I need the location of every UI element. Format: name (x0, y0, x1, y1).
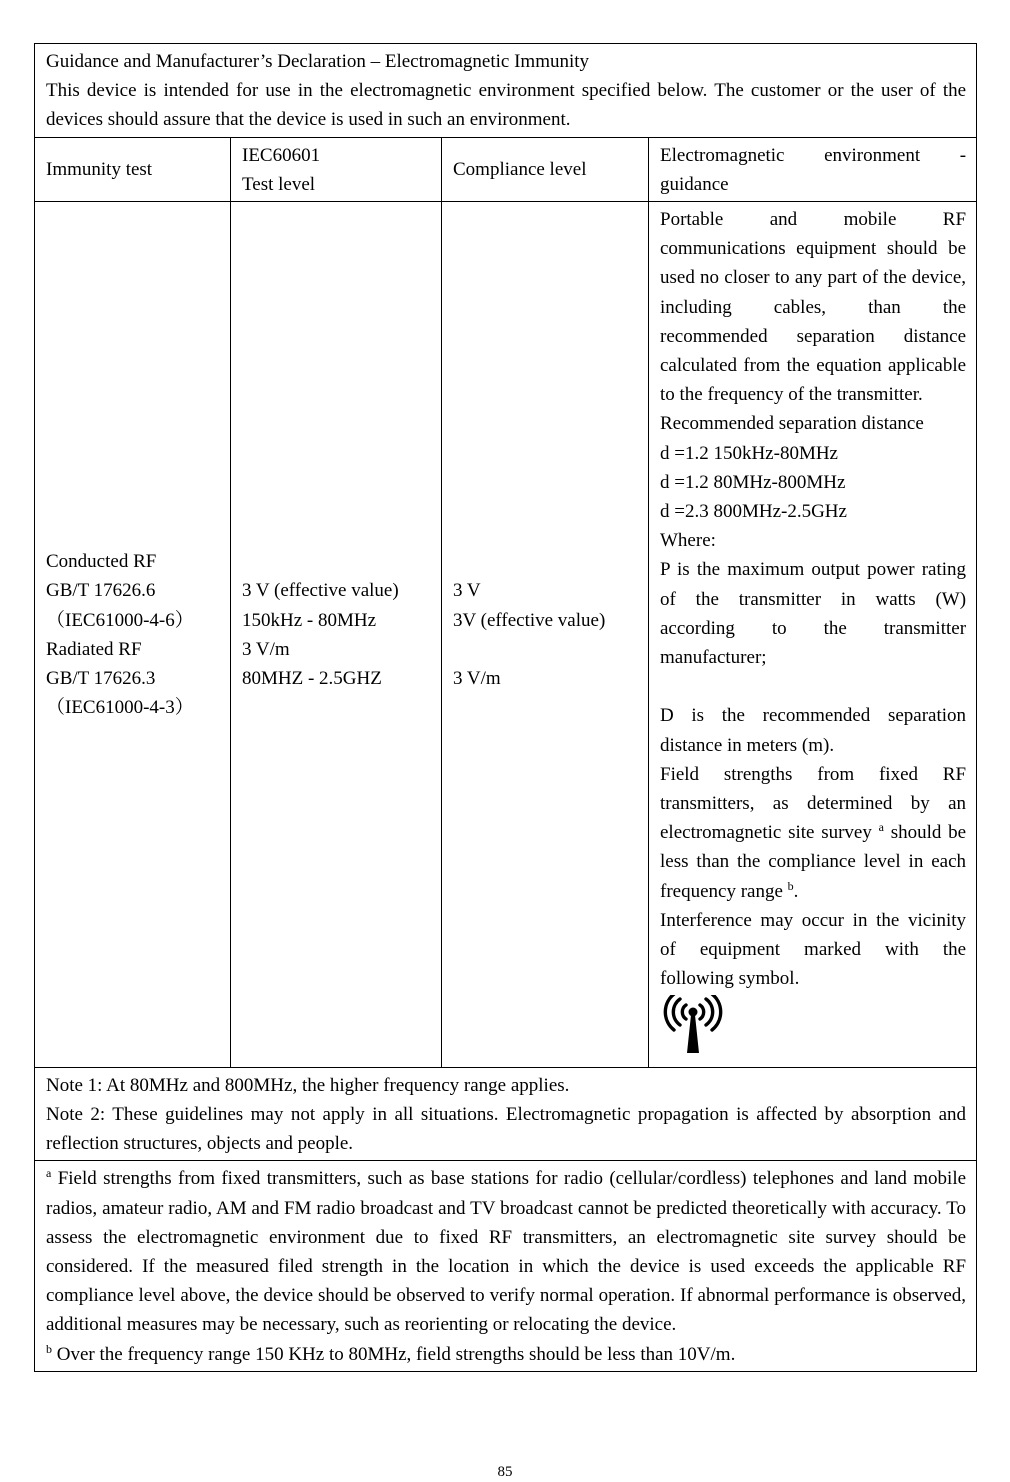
page-number: 85 (497, 1464, 513, 1480)
recommended-distance-title: Recommended separation distance (660, 413, 924, 435)
col-header-test-level (231, 137, 442, 201)
distance-formula: d =2.3 800MHz-2.5GHz (660, 501, 847, 523)
distance-formula: d =1.2 80MHz-800MHz (660, 471, 846, 493)
emc-immunity-table (34, 43, 977, 1372)
note-1: Note 1: At 80MHz and 800MHz, the higher frequency range applies. (46, 1074, 570, 1096)
test-level-line: 80MHZ - 2.5GHZ (242, 668, 382, 690)
guidance-cell (649, 202, 977, 1068)
spacer (660, 672, 966, 701)
table-title: Guidance and Manufacturer’s Declaration – Electromagnetic Immunity (46, 51, 590, 72)
notes-cell (35, 1067, 977, 1161)
col-header-guidance-line2: guidance (660, 173, 729, 195)
test-level-line: 3 V (effective value) (242, 580, 399, 602)
header-cell (35, 44, 977, 138)
test-level-cell (231, 202, 442, 1068)
col-header-test-level-line2: Test level (242, 173, 316, 195)
distance-formula: d =1.2 150kHz-80MHz (660, 442, 838, 464)
where-label: Where: (660, 530, 716, 552)
footnotes-row (35, 1161, 977, 1371)
compliance-line: 3V (effective value) (453, 609, 606, 631)
col-header-guidance-line1: Electromagnetic environment - (660, 144, 967, 166)
immunity-line: Radiated RF (46, 638, 142, 660)
footnote-b-mark: b (46, 1341, 52, 1356)
period: . (793, 880, 799, 902)
test-level-line: 150kHz - 80MHz (242, 609, 377, 631)
intro-text: This device is intended for use in the electromagnetic environment specified below. The customer or the user of the devices should assure that the device is used in such an environment. (46, 80, 967, 131)
col-header-guidance (649, 137, 977, 201)
field-strength-text-2: should be less than the compliance level in each frequency range (660, 822, 967, 902)
test-level-line: 3 V/m (242, 638, 290, 660)
d-definition: D is the recommended separation distance in meters (m). (660, 705, 967, 756)
notes-row (35, 1067, 977, 1161)
col-header-immunity-test (35, 137, 231, 201)
footnotes-cell (35, 1161, 977, 1371)
col-header-compliance-level (442, 137, 649, 201)
immunity-line: GB/T 17626.3 (46, 668, 156, 690)
immunity-line: GB/T 17626.6 (46, 580, 156, 602)
footnote-b (46, 1340, 966, 1369)
header-row (35, 44, 977, 138)
note-2: Note 2: These guidelines may not apply in all situations. Electromagnetic propagation is affected by absorption and reflection structures, objects and people. (46, 1103, 967, 1155)
column-header-row (35, 137, 977, 201)
col-header-immunity-test-text: Immunity test (46, 159, 153, 181)
compliance-level-cell (442, 202, 649, 1068)
footnote-a-text: Field strengths from fixed transmitters, such as base stations for radio (cellular/cordless) telephones and land mobile radios, amateur radio, AM and FM radio broadcast and TV broadcast cannot be predicted theoretically with accuracy. To assess the electromagnetic environment due to fixed RF transmitters, an electromagnetic site survey should be considered. If the measured filed strength in the location in which the device is used exceeds the applicable RF compliance level above, the device should be observed to verify normal operation. If abnormal performance is observed, additional measures may be necessary, such as reorienting or relocating the device. (46, 1168, 967, 1336)
compliance-line: 3 V/m (453, 668, 501, 690)
immunity-line: （IEC61000-4-6） (46, 609, 194, 631)
footnote-ref-a: a (878, 820, 884, 835)
footnote-ref-b: b (787, 878, 794, 893)
immunity-test-cell (35, 202, 231, 1068)
immunity-line: Conducted RF (46, 551, 157, 573)
interference-paragraph: Interference may occur in the vicinity of equipment marked with the following symbol. (660, 909, 967, 990)
col-header-test-level-line1: IEC60601 (242, 144, 321, 166)
col-header-compliance-level-text: Compliance level (453, 159, 587, 181)
footnote-a (46, 1164, 966, 1339)
field-strength-text: Field strengths from fixed RF transmitters, as determined by an electromagnetic site survey (660, 763, 967, 844)
compliance-line (453, 635, 638, 664)
compliance-line: 3 V (453, 580, 481, 602)
guidance-paragraph: Portable and mobile RF communications equipment should be used no closer to any part of the device, including cables, than the recommended separation distance calculated from the equation applicable to the frequency of the transmitter. (660, 209, 967, 406)
rf-immunity-row (35, 202, 977, 1068)
footnote-b-text: Over the frequency range 150 KHz to 80MHz, field strengths should be less than 10V/m. (56, 1343, 736, 1365)
footnote-a-mark: a (46, 1166, 52, 1181)
non-ionizing-radiation-icon (660, 995, 966, 1064)
p-definition: P is the maximum output power rating of the transmitter in watts (W) according to the transmitter manufacturer; (660, 559, 967, 669)
immunity-line: （IEC61000-4-3） (46, 697, 194, 719)
field-strength-paragraph (660, 760, 966, 906)
